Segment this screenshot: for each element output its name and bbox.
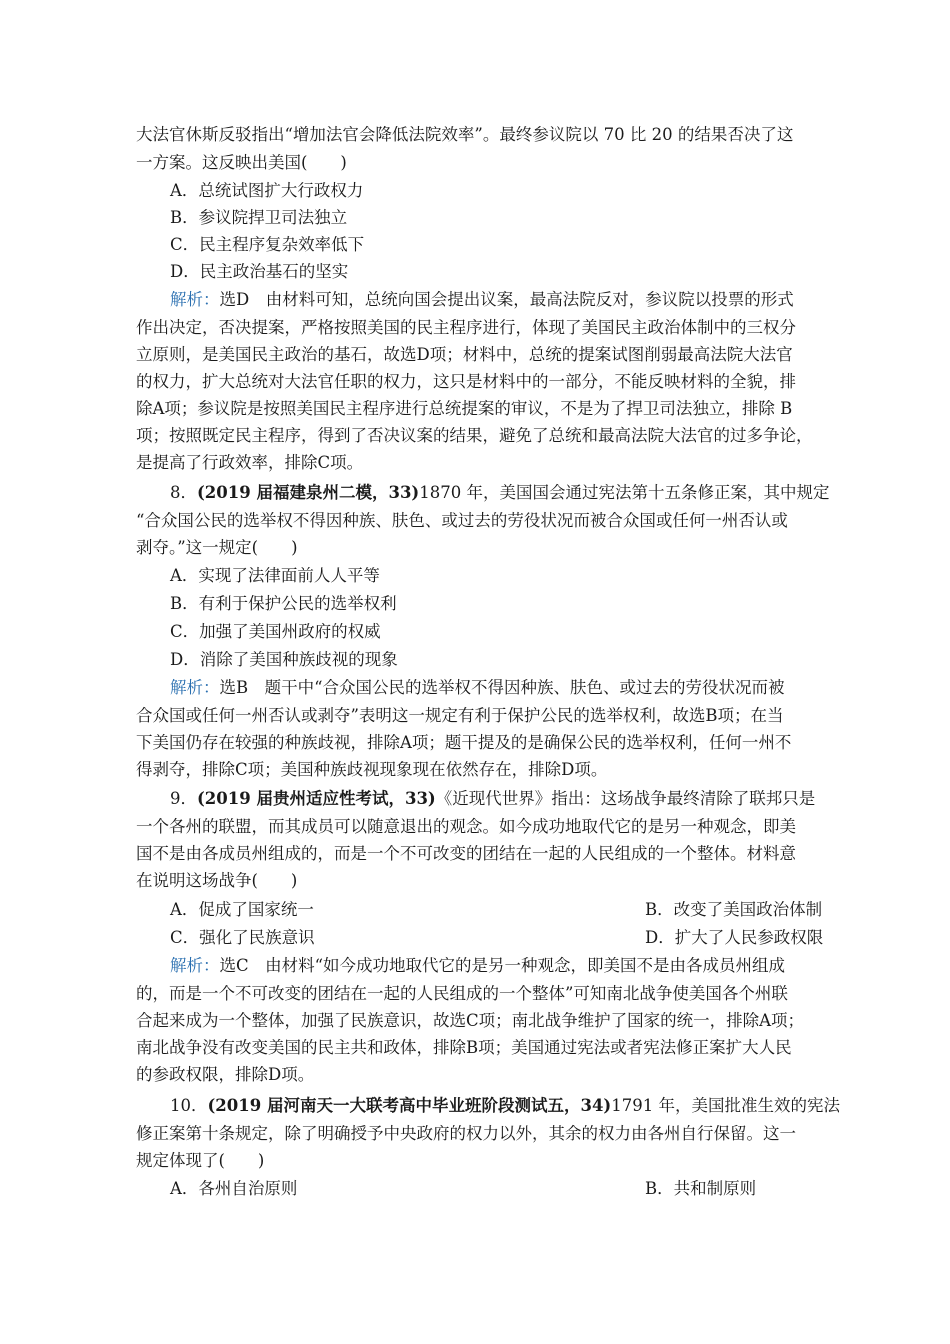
question-source: (2019 届福建泉州二模，33) xyxy=(197,483,420,502)
q9-option-c: C．强化了民族意识 xyxy=(170,928,315,947)
analysis-text: 选C 由材料“如今成功地取代它的是另一种观念，即美国不是由各成员州组成 xyxy=(219,956,786,975)
q7-option-b: B．参议院捍卫司法独立 xyxy=(170,208,348,227)
q10-option-row xyxy=(170,1177,757,1201)
q9-analysis-line: 南北战争没有改变美国的民主共和政体，排除B项；美国通过宪法或者宪法修正案扩大人民 xyxy=(136,1038,792,1057)
q7-option-d: D．民主政治基石的坚实 xyxy=(170,262,349,281)
q7-analysis-line: 立原则，是美国民主政治的基石，故选D项；材料中，总统的提案试图削弱最高法院大法官 xyxy=(136,345,793,364)
analysis-text: 选B 题干中“合众国公民的选举权不得因种族、肤色、或过去的劳役状况而被 xyxy=(219,678,785,697)
q9-option-d: D．扩大了人民参政权限 xyxy=(645,928,824,947)
q9-analysis-line: 的，而是一个不可改变的团结在一起的人民组成的一个整体”可知南北战争使美国各个州联 xyxy=(136,984,788,1003)
question-number: 8． xyxy=(170,483,197,502)
q9-analysis-line: 合起来成为一个整体，加强了民族意识，故选C项；南北战争维护了国家的统一，排除A项； xyxy=(136,1011,805,1030)
q9-stem-line: 一个各州的联盟，而其成员可以随意退出的观念。如今成功地取代它的是另一种观念，即美 xyxy=(136,817,796,836)
q9-option-b: B．改变了美国政治体制 xyxy=(645,900,823,919)
q7-option-c: C．民主程序复杂效率低下 xyxy=(170,235,365,254)
q8-option-b: B．有利于保护公民的选举权利 xyxy=(170,594,397,613)
question-text: 1791 年，美国批准生效的宪法 xyxy=(611,1096,840,1115)
q8-analysis-line: 合众国或任何一州否认或剥夺”表明这一规定有利于保护公民的选举权利，故选B项；在当 xyxy=(136,706,784,725)
q8-option-c: C．加强了美国州政府的权威 xyxy=(170,622,381,641)
q7-analysis-line: 作出决定，否决提案，严格按照美国的民主程序进行，体现了美国民主政治体制中的三权分 xyxy=(136,318,796,337)
q10-stem-line: 规定体现了( ) xyxy=(136,1151,265,1170)
question-source: (2019 届贵州适应性考试，33) xyxy=(197,789,436,808)
q8-analysis-line: 得剥夺，排除C项；美国种族歧视现象现在依然存在，排除D项。 xyxy=(136,760,608,779)
q7-analysis-line xyxy=(170,288,794,312)
intro-line: 一方案。这反映出美国( ) xyxy=(136,153,347,172)
analysis-label: 解析： xyxy=(170,956,220,975)
intro-line: 大法官休斯反驳指出“增加法官会降低法院效率”。最终参议院以 70 比 20 的结果否决了这 xyxy=(136,125,794,144)
q10-option-a: A．各州自治原则 xyxy=(170,1179,298,1198)
q9-option-row xyxy=(170,898,823,922)
analysis-label: 解析： xyxy=(170,678,220,697)
q7-analysis-line: 除A项；参议院是按照美国民主程序进行总统提案的审议，不是为了捍卫司法独立，排除 B xyxy=(136,399,793,418)
question-source: (2019 届河南天一大联考高中毕业班阶段测试五，34) xyxy=(207,1096,612,1115)
q9-analysis-line xyxy=(170,954,785,978)
q9-stem-line xyxy=(170,787,815,811)
q10-stem-line: 修正案第十条规定，除了明确授予中央政府的权力以外，其余的权力由各州自行保留。这一 xyxy=(136,1124,796,1143)
q10-stem-line xyxy=(170,1094,840,1118)
q7-option-a: A．总统试图扩大行政权力 xyxy=(170,181,364,200)
q8-option-d: D．消除了美国种族歧视的现象 xyxy=(170,650,398,669)
q8-option-a: A．实现了法律面前人人平等 xyxy=(170,566,380,585)
question-text: 1870 年，美国国会通过宪法第十五条修正案，其中规定 xyxy=(419,483,830,502)
q9-option-a: A．促成了国家统一 xyxy=(170,900,314,919)
q7-analysis-line: 项；按照既定民主程序，得到了否决议案的结果，避免了总统和最高法院大法官的过多争论， xyxy=(136,426,813,445)
q8-analysis-line: 下美国仍存在较强的种族歧视，排除A项；题干提及的是确保公民的选举权利，任何一州不 xyxy=(136,733,792,752)
q8-stem-line: “合众国公民的选举权不得因种族、肤色、或过去的劳役状况而被合众国或任何一州否认或 xyxy=(136,511,788,530)
q8-stem-line: 剥夺。”这一规定( ) xyxy=(136,538,298,557)
q9-stem-line: 国不是由各成员州组成的，而是一个不可改变的团结在一起的人民组成的一个整体。材料意 xyxy=(136,844,796,863)
analysis-label: 解析： xyxy=(170,290,220,309)
q9-analysis-line: 的参政权限，排除D项。 xyxy=(136,1065,315,1084)
question-text: 《近现代世界》指出：这场战争最终清除了联邦只是 xyxy=(435,789,816,808)
q10-option-b: B．共和制原则 xyxy=(645,1179,757,1198)
q7-analysis-line: 是提高了行政效率，排除C项。 xyxy=(136,453,364,472)
question-number: 10． xyxy=(170,1096,208,1115)
q8-stem-line xyxy=(170,481,830,505)
q7-analysis-line: 的权力，扩大总统对大法官任职的权力，这只是材料中的一部分，不能反映材料的全貌，排 xyxy=(136,372,796,391)
q8-analysis-line xyxy=(170,676,785,700)
q9-option-row xyxy=(170,926,824,950)
q9-stem-line: 在说明这场战争( ) xyxy=(136,871,298,890)
question-number: 9． xyxy=(170,789,197,808)
analysis-text: 选D 由材料可知，总统向国会提出议案，最高法院反对，参议院以投票的形式 xyxy=(219,290,794,309)
